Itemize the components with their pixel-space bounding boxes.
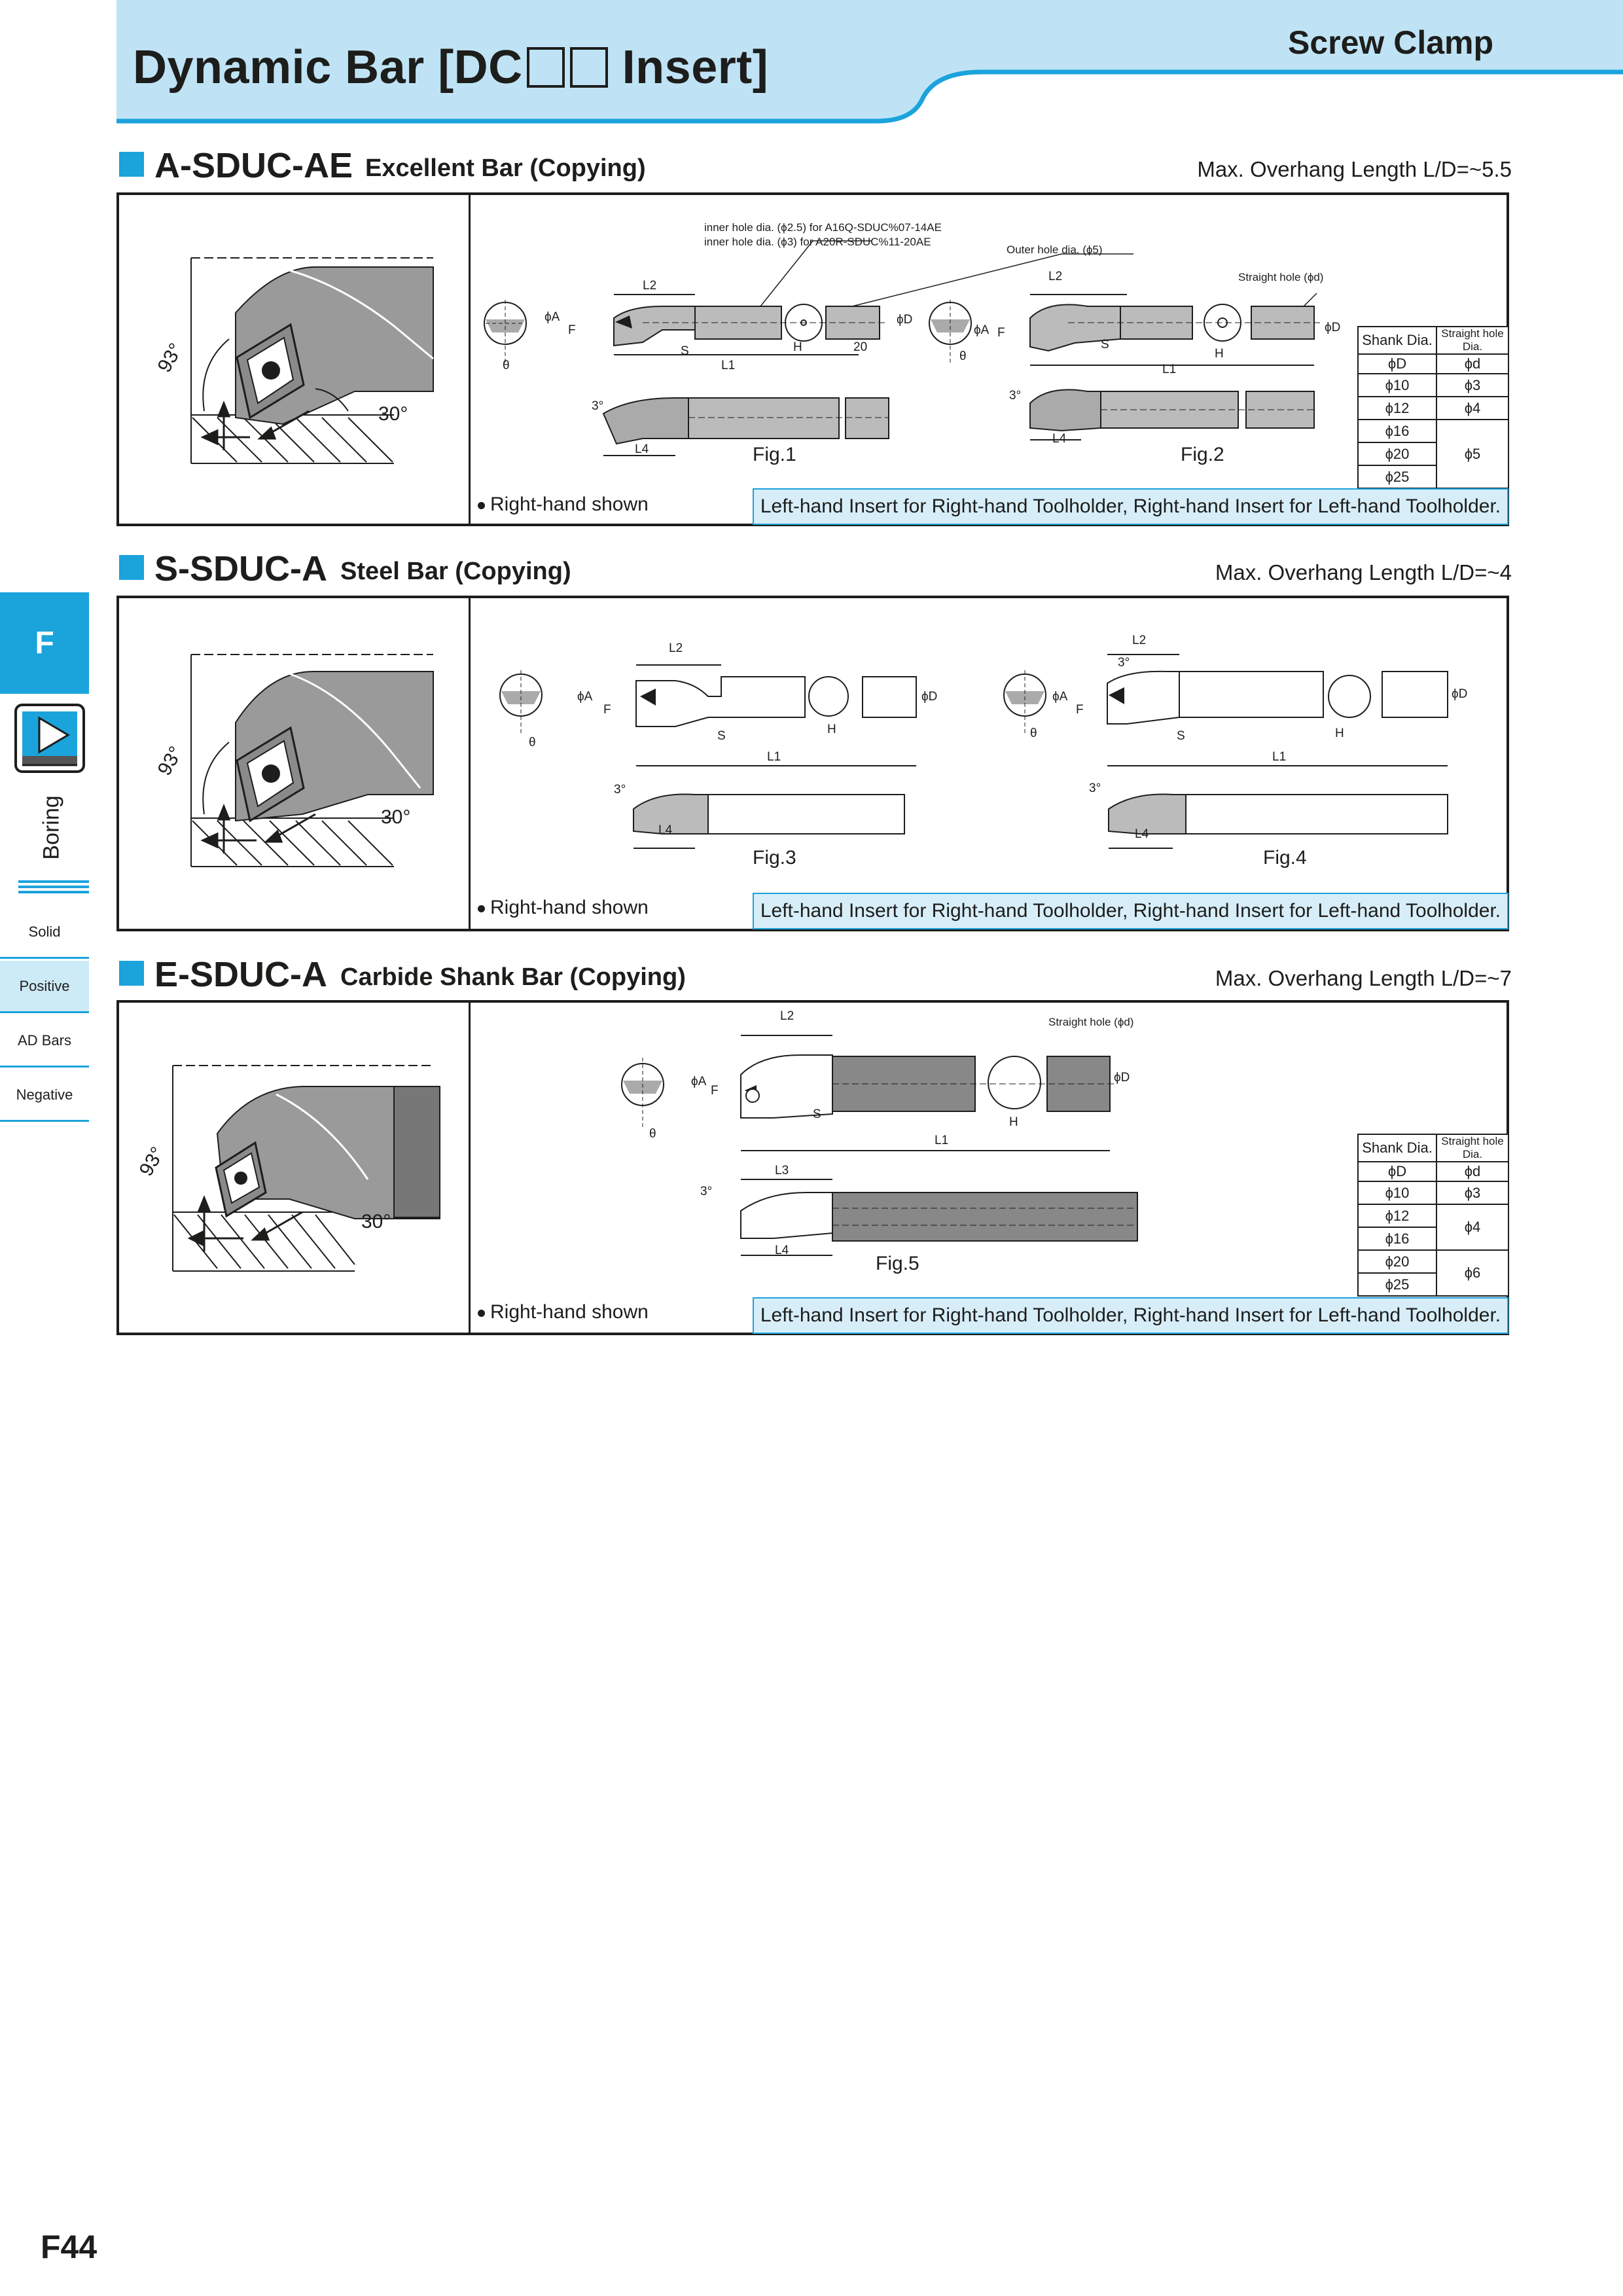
figure-label: Fig.3 xyxy=(753,847,796,869)
title-placeholder-box xyxy=(570,47,608,88)
dim-d: ϕD xyxy=(897,313,913,327)
right-hand-note: Right-hand shown xyxy=(478,1301,649,1323)
table-header: Shank Dia. xyxy=(1358,1134,1436,1162)
table-row xyxy=(1358,397,1508,420)
side-section-label: Boring xyxy=(39,795,64,860)
section-code: E-SDUC-A xyxy=(154,955,327,994)
section-description: Excellent Bar (Copying) xyxy=(365,154,646,182)
table-cell: ϕ25 xyxy=(1358,465,1436,488)
section-bullet xyxy=(119,961,144,986)
table-cell: ϕ3 xyxy=(1436,1181,1508,1204)
section-bullet xyxy=(119,555,144,580)
relief-angle-label: 30° xyxy=(381,806,411,828)
inner-hole-callout-2: inner hole dia. (ϕ3) for A20R-SDUC%11-20AE xyxy=(704,236,931,248)
section-header-a-sduc-ae xyxy=(118,145,1512,185)
dim-d: ϕD xyxy=(1114,1071,1130,1085)
dim-h: H xyxy=(1335,726,1344,740)
side-item-solid[interactable]: Solid xyxy=(0,906,89,959)
header-category: Screw Clamp xyxy=(1288,24,1494,61)
dim-l1: L1 xyxy=(721,359,736,372)
bullet-icon xyxy=(478,1310,485,1317)
title-start: Dynamic Bar [DC xyxy=(133,41,523,94)
dim-l2: L2 xyxy=(1048,270,1063,283)
dim-f: F xyxy=(1076,703,1084,717)
section-box-e-sduc-a xyxy=(116,1000,1509,1335)
dim-l3: L3 xyxy=(775,1164,789,1177)
right-hand-note: Right-hand shown xyxy=(478,493,649,516)
dim-theta: θ xyxy=(649,1127,656,1141)
boring-insert-icon xyxy=(13,702,86,774)
dim-s: S xyxy=(813,1107,821,1121)
dim-l2: L2 xyxy=(1132,634,1147,647)
bullet-icon xyxy=(478,905,485,912)
dim-l2: L2 xyxy=(780,1009,794,1023)
dim-h: H xyxy=(793,340,802,354)
bullet-icon xyxy=(478,502,485,509)
dim-a: ϕA xyxy=(544,310,560,324)
side-item-ad-bars[interactable]: AD Bars xyxy=(0,1015,89,1067)
dim-l4: L4 xyxy=(658,823,673,837)
dim-3deg: 3° xyxy=(1118,656,1130,670)
dim-3deg: 3° xyxy=(614,783,626,797)
table-row xyxy=(1358,1250,1508,1273)
dim-f: F xyxy=(568,323,576,337)
table-cell: ϕ20 xyxy=(1358,442,1436,465)
table-cell: ϕ12 xyxy=(1358,1204,1436,1227)
relief-angle-label: 30° xyxy=(378,403,408,425)
section-code: S-SDUC-A xyxy=(154,549,327,588)
dim-d: ϕD xyxy=(921,690,938,704)
dim-theta: θ xyxy=(959,350,967,363)
lead-angle-label: 93° xyxy=(153,339,187,376)
dim-l1: L1 xyxy=(1162,363,1177,376)
table-header: Straight hole Dia. xyxy=(1436,327,1508,354)
s-sduc-a-drawings xyxy=(119,598,1507,929)
dim-d: ϕD xyxy=(1325,321,1341,334)
table-cell: ϕ16 xyxy=(1358,1227,1436,1250)
hand-note-bar: Left-hand Insert for Right-hand Toolholder, Right-hand Insert for Left-hand Toolholder. xyxy=(753,1297,1508,1334)
dim-h: H xyxy=(1009,1115,1018,1129)
dim-s: S xyxy=(1177,729,1185,743)
dim-l1: L1 xyxy=(1272,750,1287,764)
table-row xyxy=(1358,374,1508,397)
chapter-tab[interactable]: F xyxy=(0,592,89,694)
dim-l1: L1 xyxy=(935,1134,949,1147)
dim-l4: L4 xyxy=(1052,432,1067,446)
table-cell: ϕ12 xyxy=(1358,397,1436,420)
dim-l4: L4 xyxy=(635,442,649,456)
outer-hole-callout: Outer hole dia. (ϕ5) xyxy=(1007,243,1103,256)
page-number: F44 xyxy=(41,2229,98,2265)
dim-l4: L4 xyxy=(1135,827,1149,841)
side-divider xyxy=(18,880,89,883)
dim-l4: L4 xyxy=(775,1244,789,1257)
figure-label: Fig.1 xyxy=(753,444,796,465)
title-end: Insert] xyxy=(622,41,769,94)
dim-h: H xyxy=(827,723,836,736)
table-cell: ϕ25 xyxy=(1358,1273,1436,1296)
section-box-a-sduc-ae xyxy=(116,192,1509,526)
section-code: A-SDUC-AE xyxy=(154,146,353,185)
dim-s: S xyxy=(717,729,726,743)
section-bullet xyxy=(119,152,144,177)
table-cell: ϕ6 xyxy=(1436,1250,1508,1296)
dim-theta: θ xyxy=(503,359,510,372)
section-description: Steel Bar (Copying) xyxy=(340,558,571,585)
dim-h: H xyxy=(1215,347,1224,361)
table-header: ϕd xyxy=(1436,1162,1508,1181)
dim-l2: L2 xyxy=(643,279,657,293)
dim-f: F xyxy=(997,326,1005,340)
table-cell: ϕ5 xyxy=(1436,420,1508,488)
dim-l1: L1 xyxy=(767,750,781,764)
inner-hole-callout-1: inner hole dia. (ϕ2.5) for A16Q-SDUC%07-14AE xyxy=(704,221,942,234)
e-sduc-a-drawings xyxy=(119,1003,1507,1333)
side-divider xyxy=(18,891,89,893)
table-cell: ϕ20 xyxy=(1358,1250,1436,1273)
straight-hole-callout: Straight hole (ϕd) xyxy=(1048,1016,1134,1028)
right-hand-note: Right-hand shown xyxy=(478,897,649,919)
straight-hole-callout: Straight hole (ϕd) xyxy=(1238,271,1324,283)
dim-f: F xyxy=(711,1084,719,1098)
figure-label: Fig.5 xyxy=(876,1253,919,1274)
lead-angle-label: 93° xyxy=(135,1143,169,1180)
dim-s: S xyxy=(1101,338,1109,351)
page-header xyxy=(0,0,1623,131)
dim-theta: θ xyxy=(529,736,536,749)
spec-table-a-sduc-ae xyxy=(1357,326,1509,489)
dim-a: ϕA xyxy=(691,1075,707,1088)
hand-note-bar: Left-hand Insert for Right-hand Toolholder, Right-hand Insert for Left-hand Toolholder. xyxy=(753,893,1508,929)
section-description: Carbide Shank Bar (Copying) xyxy=(340,963,686,991)
dim-f: F xyxy=(603,703,611,717)
dim-a: ϕA xyxy=(577,690,593,704)
table-row xyxy=(1358,1181,1508,1204)
title-placeholder-box xyxy=(527,47,565,88)
hand-note-bar: Left-hand Insert for Right-hand Toolholder, Right-hand Insert for Left-hand Toolholder. xyxy=(753,488,1508,525)
spec-table-e-sduc-a xyxy=(1357,1134,1509,1297)
table-header: ϕD xyxy=(1358,354,1436,374)
dim-3deg: 3° xyxy=(1089,781,1101,795)
max-overhang: Max. Overhang Length L/D=~5.5 xyxy=(1197,157,1512,181)
section-header-s-sduc-a xyxy=(118,548,1512,588)
section-header-e-sduc-a xyxy=(118,954,1512,994)
dim-20: 20 xyxy=(853,340,868,354)
dim-3deg: 3° xyxy=(1009,389,1022,403)
table-header: ϕd xyxy=(1436,354,1508,374)
table-cell: ϕ4 xyxy=(1436,397,1508,420)
lead-angle-label: 93° xyxy=(153,742,187,780)
dim-l2: L2 xyxy=(669,641,683,655)
table-cell: ϕ4 xyxy=(1436,1204,1508,1250)
dim-3deg: 3° xyxy=(700,1185,713,1198)
figure-label: Fig.2 xyxy=(1181,444,1224,465)
dim-s: S xyxy=(681,344,689,358)
table-header: ϕD xyxy=(1358,1162,1436,1181)
table-row xyxy=(1358,1204,1508,1227)
table-header: Straight hole Dia. xyxy=(1436,1134,1508,1162)
table-cell: ϕ3 xyxy=(1436,374,1508,397)
figure-label: Fig.4 xyxy=(1263,847,1307,869)
dim-theta: θ xyxy=(1030,726,1037,740)
table-row xyxy=(1358,420,1508,442)
table-cell: ϕ10 xyxy=(1358,374,1436,397)
section-box-s-sduc-a xyxy=(116,596,1509,931)
side-item-negative[interactable]: Negative xyxy=(0,1069,89,1122)
table-cell: ϕ16 xyxy=(1358,420,1436,442)
table-header: Shank Dia. xyxy=(1358,327,1436,354)
max-overhang: Max. Overhang Length L/D=~4 xyxy=(1215,560,1512,584)
dim-d: ϕD xyxy=(1452,687,1468,701)
table-cell: ϕ10 xyxy=(1358,1181,1436,1204)
dim-a: ϕA xyxy=(974,323,990,337)
dim-3deg: 3° xyxy=(592,399,604,413)
side-item-positive[interactable]: Positive xyxy=(0,961,89,1013)
relief-angle-label: 30° xyxy=(361,1211,391,1232)
max-overhang: Max. Overhang Length L/D=~7 xyxy=(1215,966,1512,990)
page-title xyxy=(133,41,768,94)
dim-a: ϕA xyxy=(1052,690,1068,704)
side-divider xyxy=(18,886,89,888)
